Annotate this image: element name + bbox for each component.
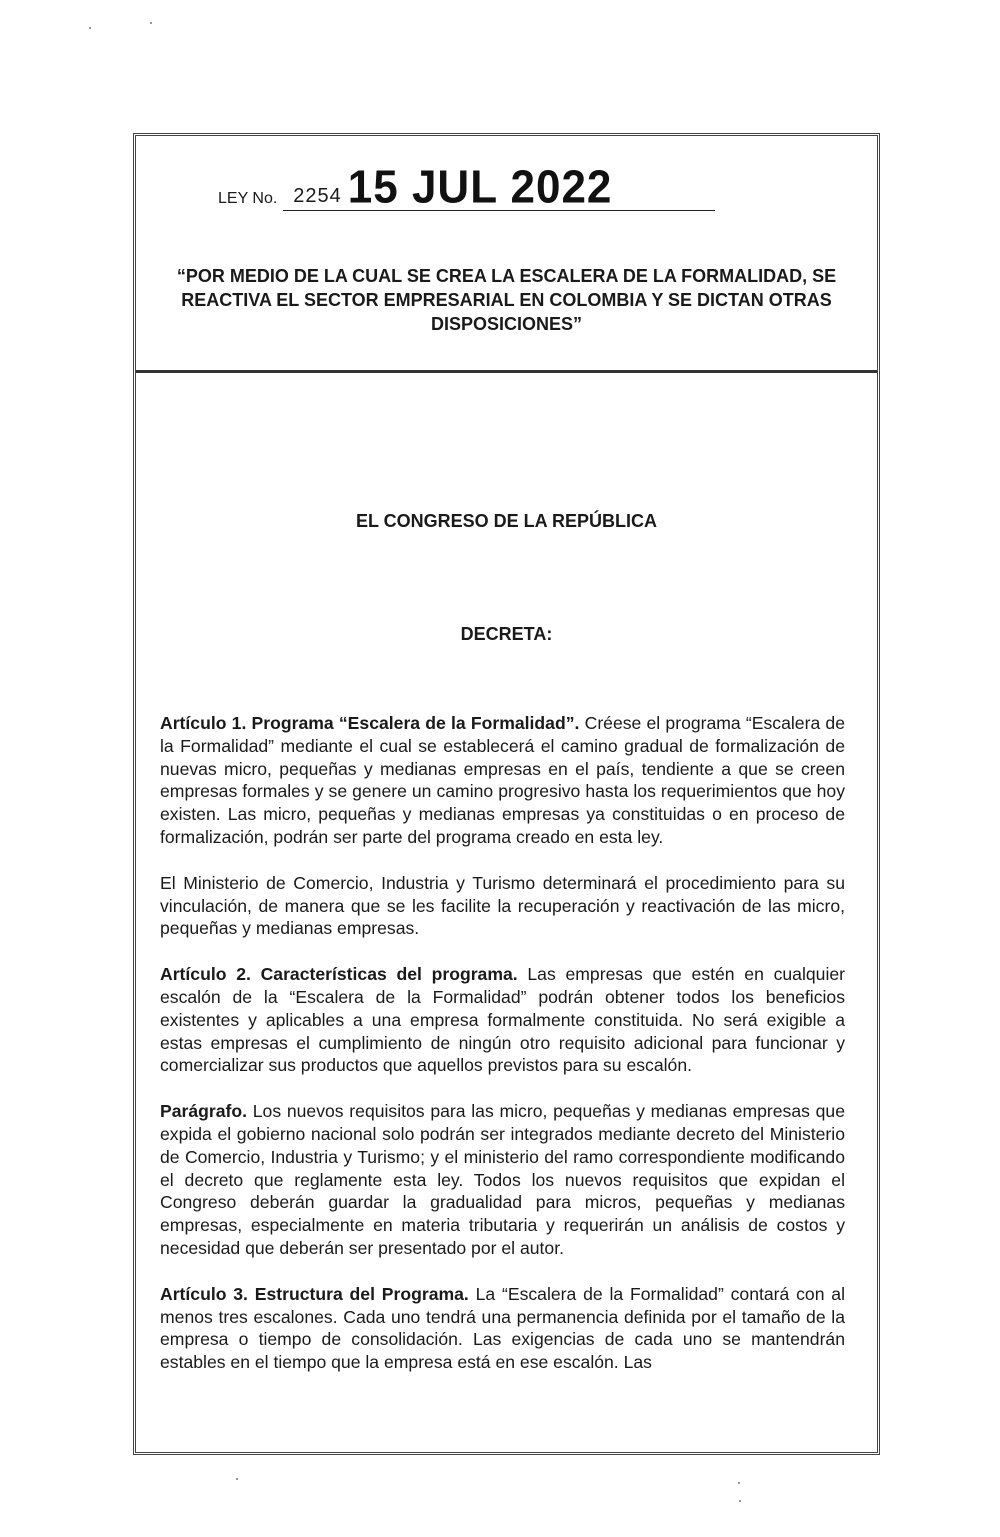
law-number-line bbox=[218, 161, 715, 214]
congress-heading: EL CONGRESO DE LA REPÚBLICA bbox=[355, 511, 658, 531]
article-3-text: La “Escalera de la Formalidad” contará con al menos tres escalones. Cada uno tendrá una permanencia definida por el tamaño de la empresa o tiempo de consolidación. Las exigencias de cada uno se mantendrán estables en el tiempo que la empresa está en ese escalón. Las bbox=[160, 1283, 845, 1373]
law-title: “POR MEDIO DE LA CUAL SE CREA LA ESCALERA DE LA FORMALIDAD, SE REACTIVA EL SECTOR EMPRESARIAL EN COLOMBIA Y SE DICTAN OTRAS DISPOSICIONES” bbox=[176, 266, 837, 334]
law-header-box bbox=[136, 136, 877, 373]
document-frame bbox=[133, 133, 880, 1455]
law-number-underline bbox=[283, 161, 715, 214]
law-number-label: LEY No. bbox=[218, 190, 278, 207]
article-1-text: Créese el programa “Escalera de la Formalidad” mediante el cual se establecerá el camino gradual de formalización de nuevas micro, pequeñas y medianas empresas en el país, tendiente a que se creen empresas formales y se genere un camino progresivo hasta los requerimientos que hoy existen. Las micro, pequeñas y medianas empresas ya constituidas o en proceso de formalización, podrán ser parte del programa creado en esta ley. bbox=[160, 713, 846, 847]
scan-speck bbox=[150, 22, 152, 24]
scan-speck bbox=[236, 1478, 238, 1480]
article-3-heading: Artículo 3. Estructura del Programa. bbox=[160, 1283, 469, 1304]
paragrafo-heading: Parágrafo. bbox=[160, 1101, 248, 1122]
article-2-paragraph bbox=[160, 963, 845, 1077]
article-1-second-text: El Ministerio de Comercio, Industria y Turismo determinará el procedimiento para su vinculación, de manera que se les facilite la recuperación y reactivación de las micro, pequeñas y medianas empresas. bbox=[160, 872, 845, 939]
decreta-heading: DECRETA: bbox=[460, 624, 553, 644]
scan-speck bbox=[89, 27, 91, 29]
paragrafo-paragraph bbox=[160, 1100, 845, 1260]
article-1-second-paragraph bbox=[160, 872, 845, 940]
law-number: 2254 bbox=[293, 185, 342, 207]
article-3-paragraph bbox=[160, 1283, 845, 1374]
article-1-paragraph bbox=[160, 712, 845, 849]
article-1-heading: Artículo 1. Programa “Escalera de la Formalidad”. bbox=[160, 713, 580, 733]
law-body bbox=[160, 712, 845, 1397]
scan-speck bbox=[739, 1500, 741, 1502]
article-2-heading: Artículo 2. Características del programa. bbox=[160, 964, 518, 985]
date-stamp: 15 JUL 2022 bbox=[347, 161, 613, 214]
scan-speck bbox=[738, 1482, 740, 1484]
article-2-text: Las empresas que estén en cualquier escalón de la “Escalera de la Formalidad” podrán obtener todos los beneficios existentes y aplicables a una empresa formalmente constituida. No será exigible a estas empresas el cumplimiento de ningún otro requisito adicional para funcionar y comercializar sus productos que aquellos previstos para su escalón. bbox=[160, 964, 845, 1076]
paragrafo-text: Los nuevos requisitos para las micro, pequeñas y medianas empresas que expida el gobierno nacional solo podrán ser integrados mediante decreto del Ministerio de Comercio, Industria y Turismo; y el ministerio del ramo correspondiente modificando el decreto que reglamente esta ley. Todos los nuevos requisitos que expidan el Congreso deberán guardar la gradualidad para micros, pequeñas y medianas empresas, especialmente en materia tributaria y requerirán un análisis de costos y necesidad que deberán ser presentado por el autor. bbox=[160, 1101, 845, 1258]
